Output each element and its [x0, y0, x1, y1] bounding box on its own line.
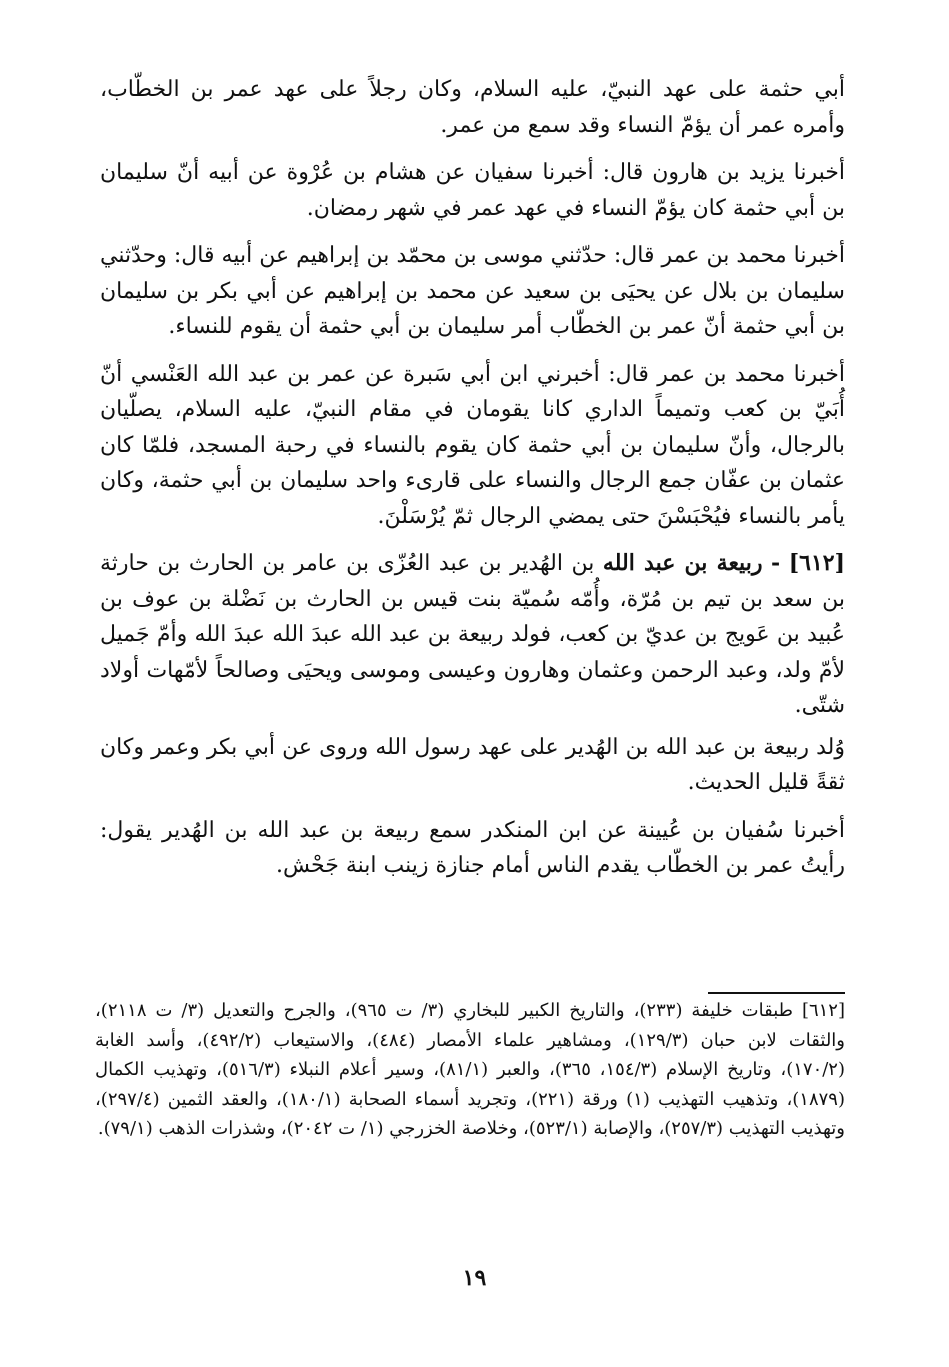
footnote-separator: [708, 992, 845, 994]
entry-text: بن الهُدير بن عبد العُزّى بن عامر بن الحارث بن حارثة بن سعد بن تيم بن مُرّة، وأُمّه سُميّة بنت قيس بن الحارث بن نَضْلة بن عوف بن عُبيد بن عَويج بن عديّ بن كعب، فولد ربيعة بن عبد الله عبدَ الله عبدَ الله وأمّ جَميل لأمّ ولد، وعبد الرحمن وعثمان وهارون وعيسى وموسى ويحيَى وصالحاً لأمّهات أولاد شتّى.: [100, 551, 845, 718]
main-text: [100, 72, 845, 896]
paragraph: أبي حثمة على عهد النبيّ، عليه السلام، وكان رجلاً على عهد عمر بن الخطّاب، وأمره عمر أن يؤمّ النساء وقد سمع من عمر.: [100, 77, 845, 138]
paragraph: وُلد ربيعة بن عبد الله بن الهُدير على عهد رسول الله وروى عن أبي بكر وعمر وكان ثقةً قليل الحديث.: [100, 734, 845, 795]
entry-number: [٦١٢]: [788, 550, 845, 576]
entry-dash: -: [771, 550, 781, 576]
biography-entry: [100, 546, 845, 724]
paragraph: أخبرنا سُفيان بن عُيينة عن ابن المنكدر سمع ربيعة بن عبد الله بن الهُدير يقول: رأيتُ عمر بن الخطّاب يقدم الناس أمام جنازة زينب ابنة جَحْش.: [100, 817, 845, 878]
footnotes: [95, 996, 845, 1144]
paragraph: أخبرنا محمد بن عمر قال: حدّثني موسى بن محمّد بن إبراهيم عن أبيه قال: وحدّثني سليمان بن بلال عن يحيَى بن سعيد عن محمد بن إبراهيم عن أبي بكر بن سليمان بن أبي حثمة أنّ عمر بن الخطّاب أمر سليمان بن أبي حثمة أن يقوم للنساء.: [100, 243, 845, 339]
footnote: [٦١٢] طبقات خليفة (٢٣٣)، والتاريخ الكبير للبخاري (٣/ ت ٩٦٥)، والجرح والتعديل (٣/ ت ٢١١٨)، والثقات لابن حبان (١٢٩/٣)، ومشاهير علماء الأمصار (٤٨٤)، والاستيعاب (٤٩٢/٢)، وأسد الغابة (١٧٠/٢)، وتاريخ الإسلام (١٥٤/٣، ٣٦٥)، والعبر (٨١/١)، وسير أعلام النبلاء (٥١٦/٣)، وتهذيب الكمال (١٨٧٩)، وتذهيب التهذيب (١) ورقة (٢٢١)، وتجريد أسماء الصحابة (١٨٠/١)، والعقد الثمين (٢٩٧/٤)، وتهذيب التهذيب (٢٥٧/٣)، والإصابة (٥٢٣/١)، وخلاصة الخزرجي (١/ ت ٢٠٤٢)، وشذرات الذهب (٧٩/١).: [95, 1000, 846, 1139]
paragraph: أخبرنا يزيد بن هارون قال: أخبرنا سفيان عن هشام بن عُرْوة عن أبيه أنّ سليمان بن أبي حثمة كان يؤمّ النساء في عهد عمر في شهر رمضان.: [100, 160, 845, 221]
entry-name: ربيعة بن عبد الله: [602, 550, 763, 576]
paragraph: أخبرنا محمد بن عمر قال: أخبرني ابن أبي سَبرة عن عمر بن عبد الله العَنْسي أنّ أُبَيّ بن كعب وتميماً الداري كانا يقومان في مقام النبيّ، عليه السلام، يصلّيان بالرجال، وأنّ سليمان بن أبي حثمة كان يقوم بالنساء في رحبة المسجد، فلمّا كان عثمان بن عفّان جمع الرجال والنساء على قارىء واحد سليمان بن أبي حثمة، وكان يأمر بالنساء فيُحْبَسْنَ حتى يمضي الرجال ثمّ يُرْسَلْنَ.: [100, 361, 845, 529]
page-number: ١٩: [462, 1265, 487, 1291]
